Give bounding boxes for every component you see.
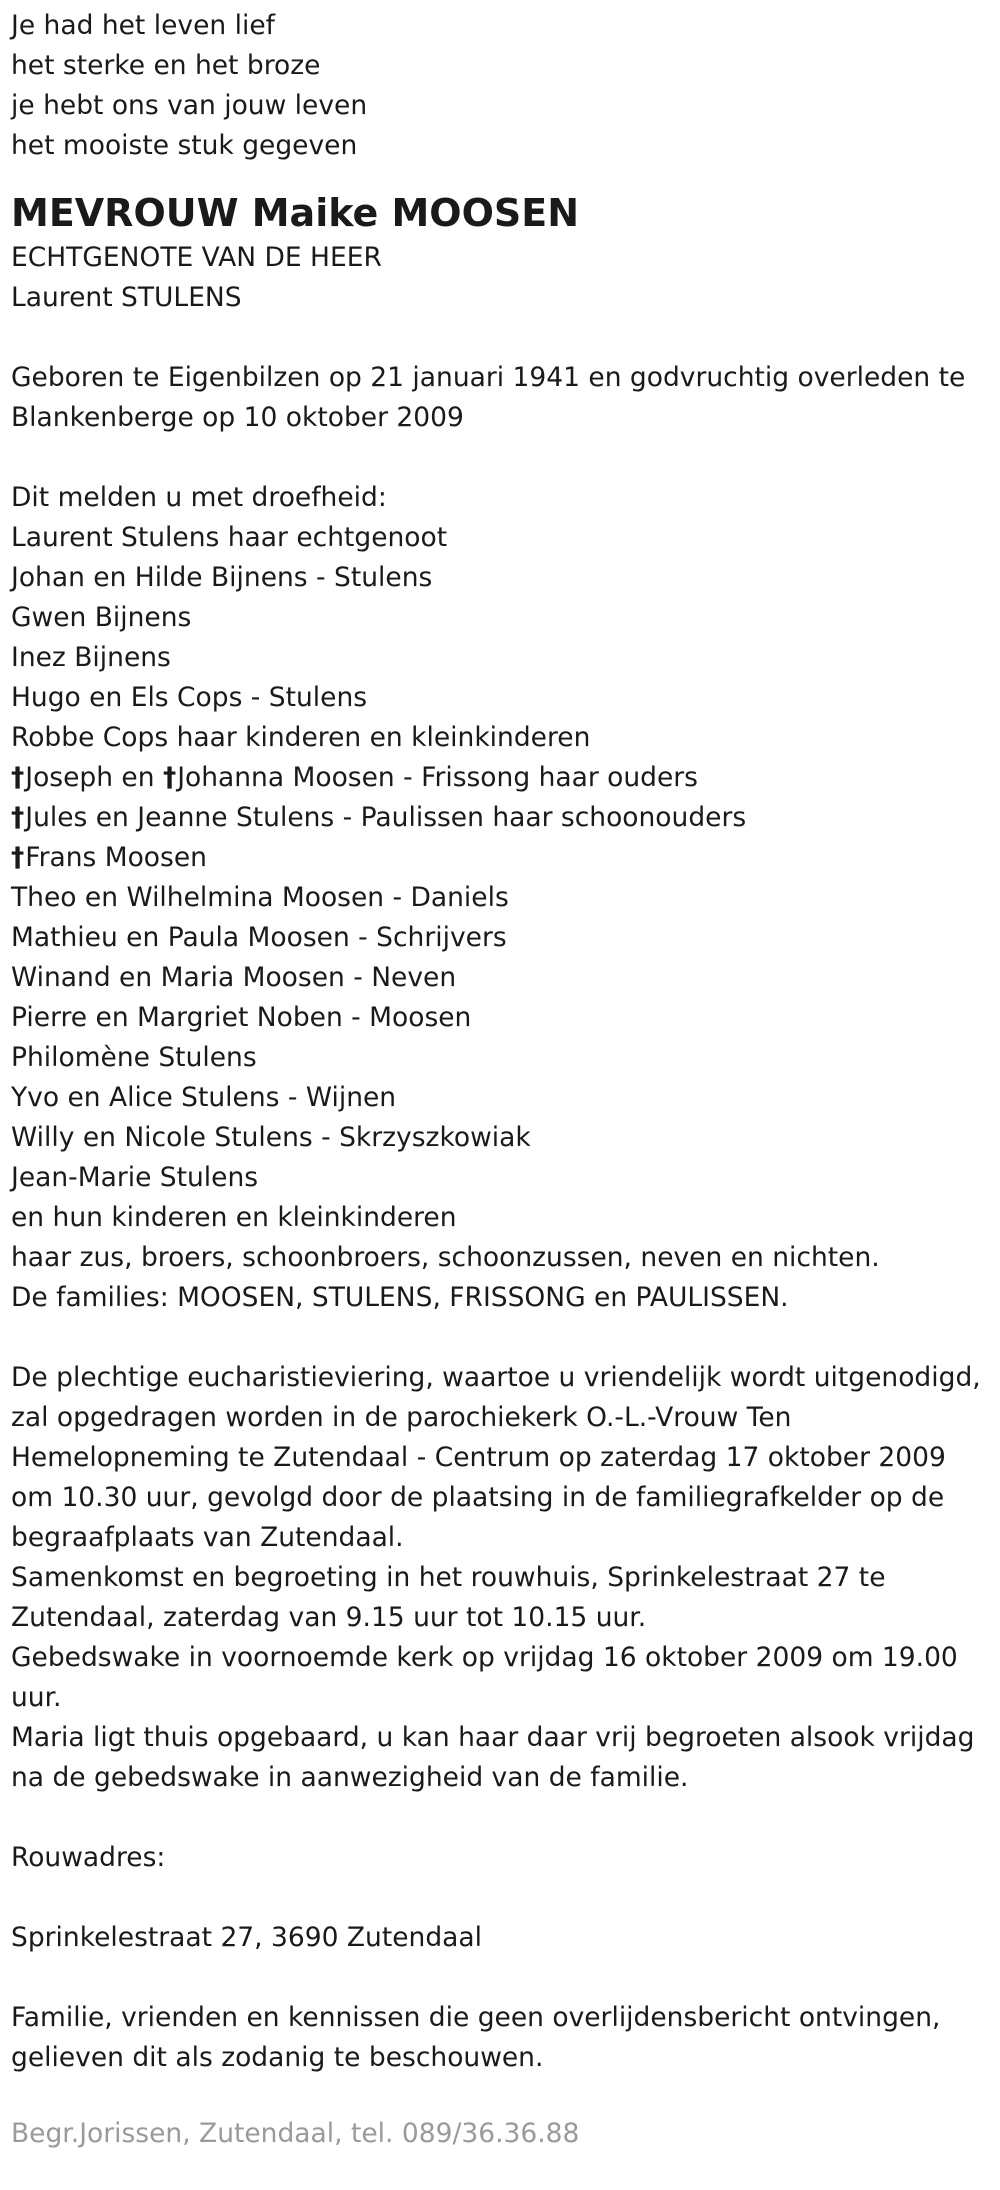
mourner-line bbox=[11, 758, 1000, 798]
mourner-line: Winand en Maria Moosen - Neven bbox=[11, 962, 457, 993]
poem-line: je hebt ons van jouw leven bbox=[11, 90, 368, 121]
address-value: Sprinkelestraat 27, 3690 Zutendaal bbox=[11, 1922, 482, 1953]
mourner-line: Gwen Bijnens bbox=[11, 602, 192, 633]
cross-icon: † bbox=[11, 802, 25, 833]
mourner-line: Jean-Marie Stulens bbox=[11, 1162, 259, 1193]
funeral-director-footer: Begr.Jorissen, Zutendaal, tel. 089/36.36.88 bbox=[11, 2118, 580, 2149]
mourner-line: Yvo en Alice Stulens - Wijnen bbox=[11, 1082, 397, 1113]
cross-icon: † bbox=[11, 842, 25, 873]
cross-icon: † bbox=[11, 762, 25, 793]
deceased-name: MEVROUW Maike MOOSEN bbox=[11, 191, 580, 235]
poem bbox=[11, 6, 1000, 166]
cross-icon: † bbox=[162, 762, 177, 793]
mourner-line bbox=[11, 838, 1000, 878]
mourner-text: Joseph en bbox=[25, 762, 163, 793]
poem-line: het mooiste stuk gegeven bbox=[11, 130, 358, 161]
mourner-line: Willy en Nicole Stulens - Skrzyszkowiak bbox=[11, 1122, 531, 1153]
mourner-text: Johanna Moosen - Frissong haar ouders bbox=[177, 762, 698, 793]
mourner-line: Laurent Stulens haar echtgenoot bbox=[11, 522, 448, 553]
mourner-line: Philomène Stulens bbox=[11, 1042, 257, 1073]
vigil-text: Gebedswake in voornoemde kerk op vrijdag 16 oktober 2009 om 19.00 uur. bbox=[11, 1642, 958, 1713]
mourners-list bbox=[11, 518, 1000, 1318]
service-text: De plechtige eucharistieviering, waartoe u vriendelijk wordt uitgenodigd, zal opgedragen worden in de parochiekerk O.-L.-Vrouw Ten Hemelopneming te Zutendaal - Centrum op zaterdag 17 oktober 2009 om 10.30 uur, gevolgd door de plaatsing in de familiegrafkelder op de begraafplaats van Zutendaal. bbox=[11, 1362, 981, 1553]
mourner-line bbox=[11, 798, 1000, 838]
mourner-line: haar zus, broers, schoonbroers, schoonzussen, neven en nichten. bbox=[11, 1242, 880, 1273]
mourner-line: Inez Bijnens bbox=[11, 642, 171, 673]
spouse-name: Laurent STULENS bbox=[11, 282, 242, 313]
mourner-line: Mathieu en Paula Moosen - Schrijvers bbox=[11, 922, 507, 953]
relation-line: ECHTGENOTE VAN DE HEER bbox=[11, 242, 382, 273]
mourner-line: Pierre en Margriet Noben - Moosen bbox=[11, 1002, 472, 1033]
mourners-intro: Dit melden u met droefheid: bbox=[11, 482, 387, 513]
birth-death-text: Geboren te Eigenbilzen op 21 januari 1941 en godvruchtig overleden te Blankenberge op 10 oktober 2009 bbox=[11, 362, 966, 433]
gathering-text: Samenkomst en begroeting in het rouwhuis, Sprinkelestraat 27 te Zutendaal, zaterdag van 9.15 uur tot 10.15 uur. bbox=[11, 1562, 886, 1633]
viewing-text: Maria ligt thuis opgebaard, u kan haar daar vrij begroeten alsook vrijdag na de gebedswake in aanwezigheid van de familie. bbox=[11, 1722, 975, 1793]
mourner-line: Robbe Cops haar kinderen en kleinkinderen bbox=[11, 722, 591, 753]
mourner-line: Theo en Wilhelmina Moosen - Daniels bbox=[11, 882, 509, 913]
mourner-line: De families: MOOSEN, STULENS, FRISSONG en PAULISSEN. bbox=[11, 1282, 789, 1313]
notice-text: Familie, vrienden en kennissen die geen overlijdensbericht ontvingen, gelieven dit als zodanig te beschouwen. bbox=[11, 2002, 941, 2073]
mourner-line: Hugo en Els Cops - Stulens bbox=[11, 682, 368, 713]
mourner-line: Johan en Hilde Bijnens - Stulens bbox=[11, 562, 433, 593]
address-label: Rouwadres: bbox=[11, 1842, 166, 1873]
mourner-line: en hun kinderen en kleinkinderen bbox=[11, 1202, 457, 1233]
poem-line: Je had het leven lief bbox=[11, 10, 275, 41]
poem-line: het sterke en het broze bbox=[11, 50, 321, 81]
mourner-text: Jules en Jeanne Stulens - Paulissen haar schoonouders bbox=[25, 802, 747, 833]
mourner-text: Frans Moosen bbox=[25, 842, 207, 873]
